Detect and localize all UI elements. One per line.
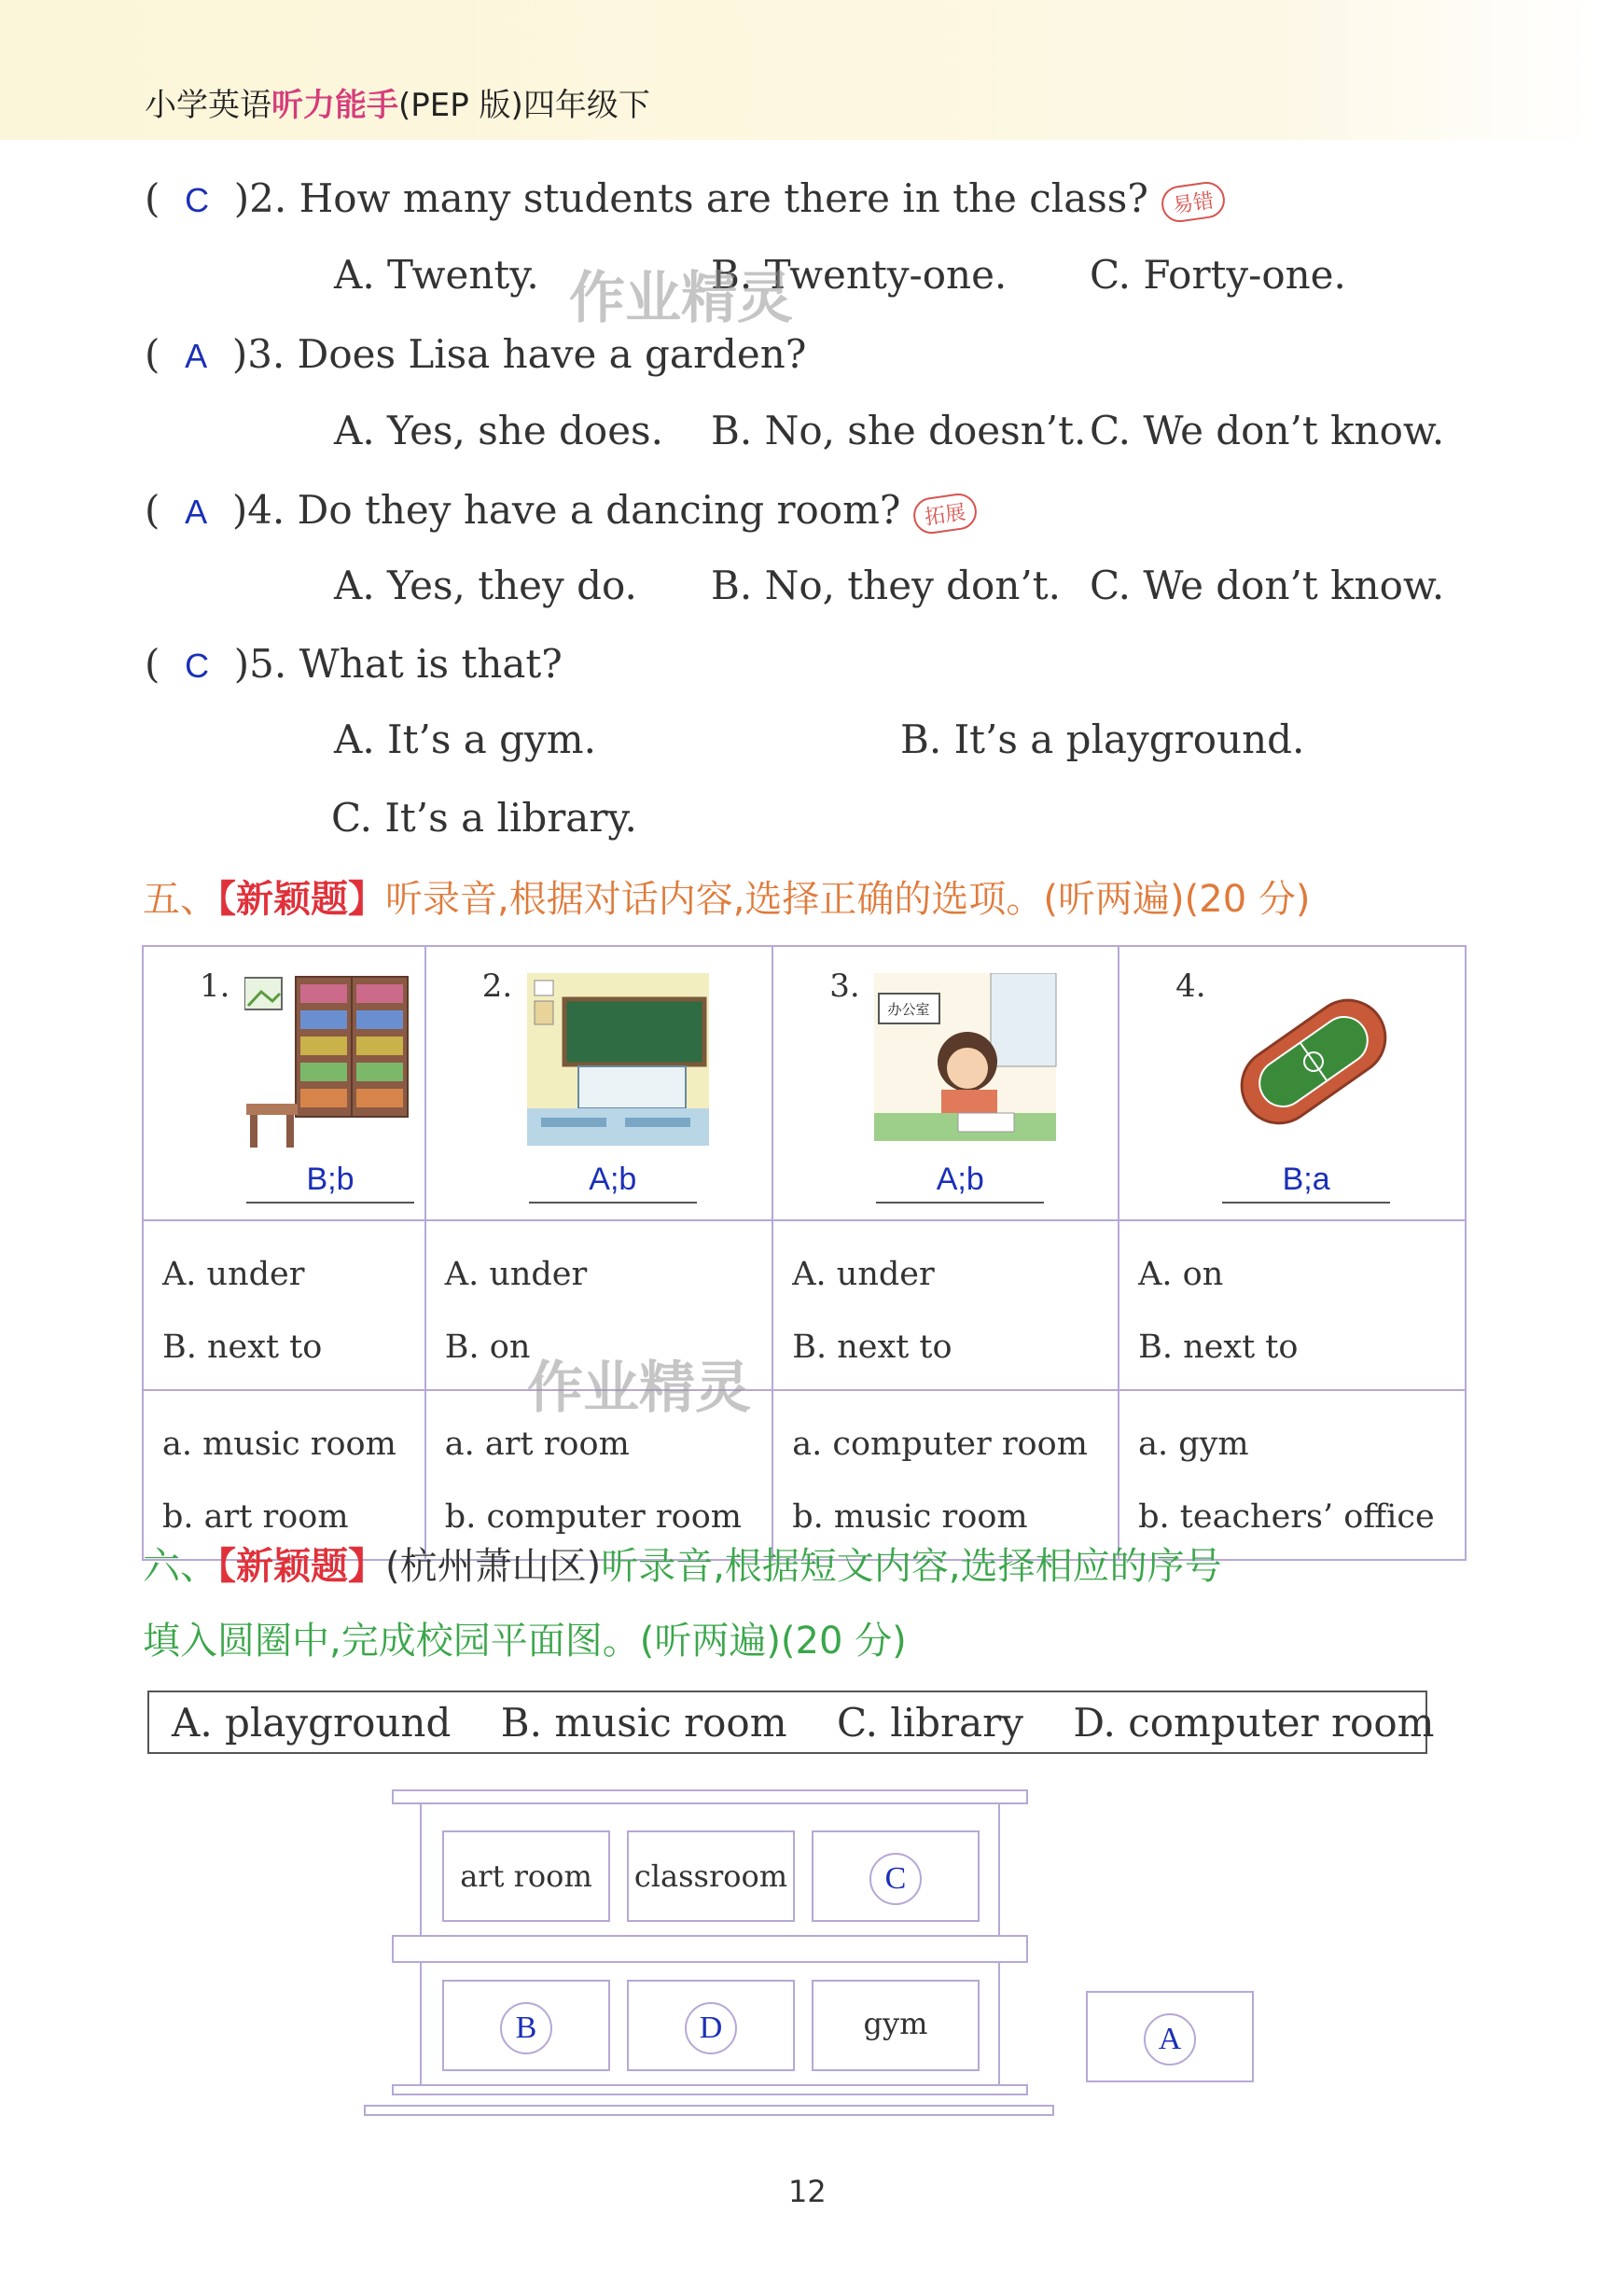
- option-box: A. playground B. music room C. library D. computer room: [147, 1691, 1427, 1754]
- section-5-title: 五、【新颖题】听录音,根据对话内容,选择正确的选项。(听两遍)(20 分): [143, 878, 1311, 921]
- answer-4-grid: B;a: [1222, 1162, 1390, 1204]
- question-4: ( A )4. Do they have a dancing room? 拓展: [145, 487, 977, 533]
- map-ground: [364, 2105, 1054, 2116]
- watermark: 作业精灵: [569, 266, 793, 331]
- q5-option-a: A. It’s a gym.: [334, 717, 596, 762]
- classroom-picture: [527, 973, 714, 1150]
- options-cell-3: A. under B. next to: [772, 1220, 1119, 1390]
- options-cell-2: A. under B. on: [425, 1220, 772, 1390]
- q4-option-a: A. Yes, they do.: [334, 563, 637, 608]
- picture-cell-1: 1. B;b: [143, 946, 425, 1220]
- section-6-title-line1: 六、【新颖题】(杭州萧山区)听录音,根据短文内容,选择相应的序号: [143, 1545, 1222, 1588]
- answer-2-grid: A;b: [529, 1162, 697, 1204]
- q2-option-b: B. Twenty-one.: [711, 252, 1008, 298]
- map-room-art-room: art room: [442, 1830, 610, 1922]
- q5-option-b: B. It’s a playground.: [900, 717, 1305, 762]
- map-roof: [392, 1789, 1028, 1804]
- page-number: 12: [788, 2174, 827, 2209]
- map-room-a: [1086, 1991, 1254, 2082]
- section-5-table: [142, 945, 1467, 1561]
- office-sign: 办公室: [887, 1001, 930, 1018]
- map-room-c: [812, 1830, 980, 1922]
- q2-option-a: A. Twenty.: [334, 252, 539, 298]
- badge-error-prone: 易错: [1159, 179, 1227, 224]
- q2-option-c: C. Forty-one.: [1090, 252, 1346, 298]
- q4-option-c: C. We don’t know.: [1090, 563, 1445, 608]
- map-base: [392, 2084, 1028, 2095]
- picture-cell-2: 2. A;b: [425, 946, 772, 1220]
- answer-circle-d: D: [685, 2002, 737, 2054]
- rooms-cell-4: a. gym b. teachers’ office: [1119, 1390, 1466, 1560]
- map-room-gym: gym: [812, 1980, 980, 2071]
- q5-option-c: C. It’s a library.: [331, 795, 637, 841]
- map-room-d: [627, 1980, 795, 2071]
- map-room-classroom: classroom: [627, 1830, 795, 1922]
- q3-option-b: B. No, she doesn’t.: [711, 408, 1087, 453]
- map-room-b: [442, 1980, 610, 2071]
- watermark-2: 作业精灵: [527, 1356, 751, 1421]
- playground-picture: [1220, 973, 1407, 1150]
- q3-option-a: A. Yes, she does.: [334, 408, 663, 453]
- section-6-title-line2: 填入圆圈中,完成校园平面图。(听两遍)(20 分): [143, 1620, 907, 1663]
- answer-5: C: [185, 647, 210, 685]
- answer-4: A: [185, 493, 208, 531]
- answer-circle-a: A: [1144, 2013, 1196, 2066]
- map-middle-ledge: [392, 1935, 1028, 1963]
- answer-circle-b: B: [500, 2002, 552, 2054]
- question-5: ( C )5. What is that?: [145, 641, 563, 687]
- answer-2: C: [185, 181, 210, 219]
- options-cell-4: A. on B. next to: [1119, 1220, 1466, 1390]
- office-picture: [874, 973, 1061, 1150]
- library-picture: [244, 973, 431, 1150]
- options-cell-1: A. under B. next to: [143, 1220, 425, 1390]
- answer-1: B;b: [246, 1162, 414, 1204]
- q3-option-c: C. We don’t know.: [1090, 408, 1445, 453]
- badge-extension: 拓展: [911, 491, 980, 536]
- q4-option-b: B. No, they don’t.: [711, 563, 1061, 608]
- picture-cell-4: 4. B;a: [1119, 946, 1466, 1220]
- question-2: ( C )2. How many students are there in the class? 易错: [145, 175, 1225, 221]
- rooms-cell-1: a. music room b. art room: [143, 1390, 425, 1560]
- rooms-cell-2: a. art room b. computer room: [425, 1390, 772, 1560]
- header-title: 小学英语听力能手(PEP 版)四年级下: [145, 87, 650, 124]
- answer-3: A: [185, 337, 208, 375]
- question-3: ( A )3. Does Lisa have a garden?: [145, 331, 807, 377]
- rooms-cell-3: a. computer room b. music room: [772, 1390, 1119, 1560]
- picture-cell-3: 3. 办公室 A;b: [772, 946, 1119, 1220]
- answer-circle-c: C: [869, 1853, 922, 1905]
- answer-3-grid: A;b: [876, 1162, 1044, 1204]
